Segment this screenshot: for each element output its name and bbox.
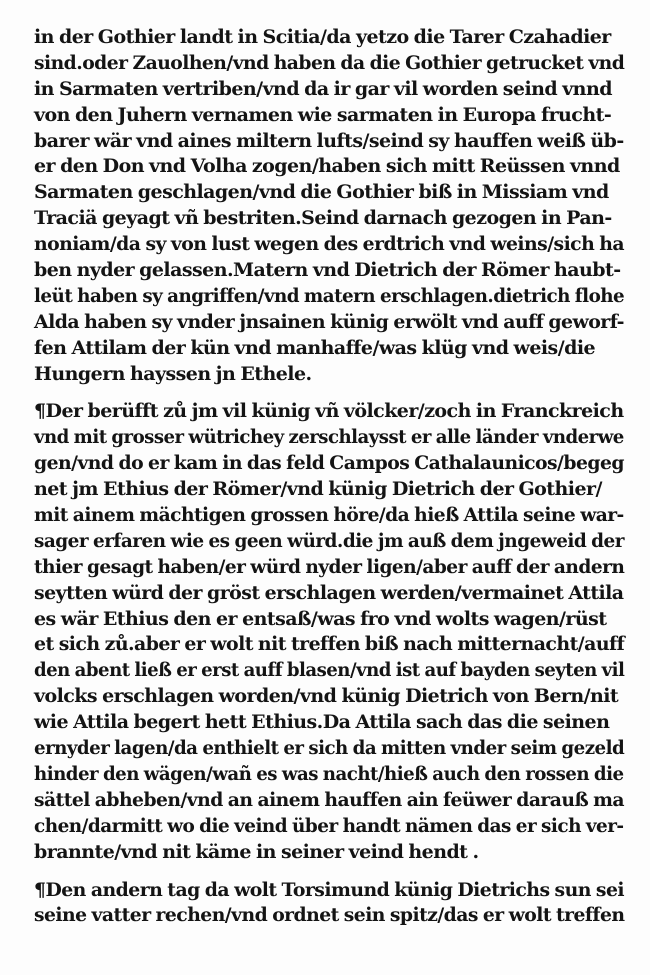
text-line: ¶Der berüfft zů jm vil künig vñ völcker/zoch in Franckreich (34, 400, 624, 423)
text-line: thier gesagt haben/er würd nyder ligen/aber auff der andern (34, 555, 625, 578)
text-line: sättel abheben/vnd an ainem hauffen ain feüwer darauß ma (34, 788, 625, 811)
paragraph-gap (34, 387, 624, 399)
text-line: Hungern hayssen jn Ethele. (34, 362, 312, 385)
text-line: seytten würd der gröst erschlagen werden/vermainet Attila (34, 581, 624, 604)
text-line: volcks erschlagen worden/vnd künig Dietrich von Bern/nit (34, 685, 619, 708)
text-line: es wär Ethius den er entsaß/was fro vnd wolts wagen/rüst (34, 607, 607, 630)
text-line: mit ainem mächtigen grossen höre/da hieß Attila seine war- (34, 504, 624, 527)
text-line: sind.oder Zauolhen/vnd haben da die Gothier getrucket vnd (34, 51, 625, 74)
text-line: sager erfaren wie es geen würd.die jm auß dem jngeweid der (34, 529, 624, 552)
text-column (34, 25, 624, 929)
text-line: vnd mit grosser wütrichey zerschlaysst er alle länder vnderwe (34, 426, 624, 449)
text-line: den abent ließ er erst auff blasen/vnd ist auf bayden seyten vil (34, 659, 625, 682)
text-line: von den Juhern vernamen wie sarmaten in Europa frucht- (34, 103, 612, 126)
text-line: barer wär vnd aines miltern lufts/seind sy hauffen weiß üb- (34, 129, 624, 152)
text-line: in Sarmaten vertriben/vnd da ir gar vil worden seind vnnd (34, 77, 612, 100)
text-line: in der Gothier landt in Scitia/da yetzo die Tarer Czahadier (34, 26, 611, 48)
paragraph (34, 399, 624, 865)
text-line: seine vatter rechen/vnd ordnet sein spitz/das er wolt treffen (34, 904, 625, 927)
text-line: noniam/da sy von lust wegen des erdtrich vnd weins/sich ha (34, 233, 625, 256)
text-line: wie Attila begert hett Ethius.Da Attila sach das die seinen (34, 711, 610, 734)
text-line: hinder den wägen/wañ es was nacht/hieß auch den rossen die (34, 762, 624, 785)
text-line: net jm Ethius der Römer/vnd künig Dietrich der Gothier/ (34, 478, 602, 501)
text-line: gen/vnd do er kam in das feld Campos Cathalaunicos/begeg (34, 452, 624, 475)
text-line: ben nyder gelassen.Matern vnd Dietrich der Römer haubt- (34, 259, 621, 282)
paragraph (34, 878, 624, 930)
text-line: Sarmaten geschlagen/vnd die Gothier biß in Missiam vnd (34, 181, 609, 204)
text-line: ernyder lagen/da enthielt er sich da mitten vnder seim gezeld (34, 737, 625, 760)
text-line: brannte/vnd nit käme in seiner veind hendt . (34, 840, 479, 863)
text-line: ¶Den andern tag da wolt Torsimund künig Dietrichs sun sei (34, 878, 625, 901)
text-line: leüt haben sy angriffen/vnd matern erschlagen.dietrich flohe (34, 284, 625, 307)
text-line: et sich zů.aber er wolt nit treffen biß nach mitternacht/auff (34, 633, 625, 656)
paragraph-gap (34, 866, 624, 878)
text-line: fen Attilam der kün vnd manhaffe/was klüg vnd weis/die (34, 336, 596, 359)
paragraph (34, 25, 624, 387)
text-line: chen/darmitt wo die veind über handt nämen das er sich ver- (34, 814, 624, 837)
text-line: Alda haben sy vnder jnsainen künig erwölt vnd auff geworf- (34, 310, 624, 333)
text-line: Traciä geyagt vñ bestriten.Seind darnach gezogen in Pan- (34, 207, 612, 230)
text-line: er den Don vnd Volha zogen/haben sich mitt Reüssen vnnd (34, 155, 620, 178)
